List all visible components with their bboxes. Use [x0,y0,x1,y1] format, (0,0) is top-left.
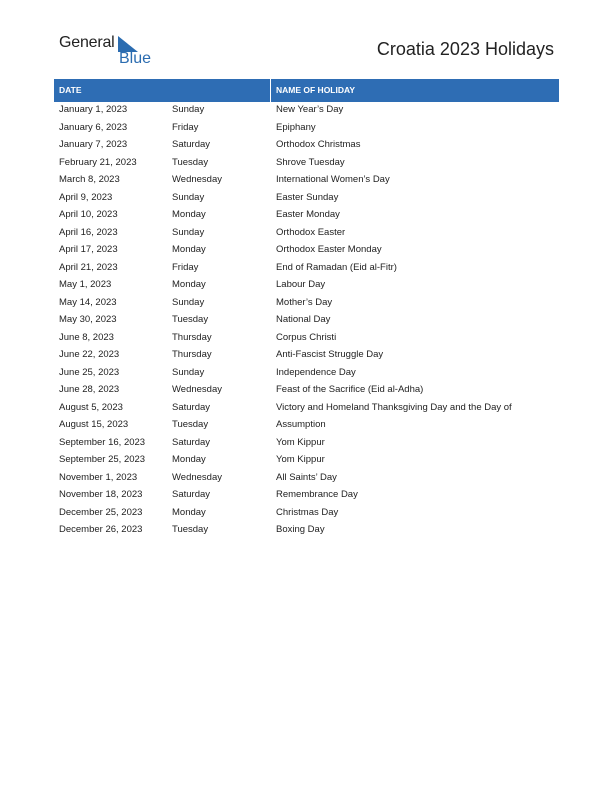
holiday-date: April 10, 2023 [59,209,118,220]
holiday-date: February 21, 2023 [59,156,137,168]
holiday-date: September 16, 2023 [59,436,146,448]
holiday-date: April 21, 2023 [59,261,118,273]
holiday-weekday: Sunday [172,104,205,115]
table-row [54,120,559,138]
holiday-name: Boxing Day [276,524,325,535]
holiday-name: Epiphany [276,121,316,133]
holiday-date: January 6, 2023 [59,121,128,133]
holiday-date: May 1, 2023 [59,279,112,290]
column-header-date: DATE [59,85,82,95]
holiday-name: National Day [276,314,331,325]
holiday-weekday: Monday [172,454,206,465]
holiday-weekday: Wednesday [172,471,222,483]
page-title: Croatia 2023 Holidays [376,39,554,59]
table-row [54,225,559,243]
holiday-name: Easter Monday [276,209,340,220]
holiday-date: May 30, 2023 [59,314,117,325]
holiday-name: End of Ramadan (Eid al-Fitr) [276,261,397,273]
holiday-weekday: Sunday [172,191,205,203]
holiday-name: Orthodox Easter Monday [276,244,382,255]
holiday-name: Remembrance Day [276,489,358,500]
holiday-date: December 26, 2023 [59,524,143,535]
holiday-weekday: Monday [172,209,206,220]
table-row [54,470,559,488]
holiday-weekday: Monday [172,244,206,255]
holiday-name: Mother’s Day [276,296,333,308]
holiday-date: June 28, 2023 [59,384,120,395]
table-row [54,137,559,155]
holiday-weekday: Friday [172,261,199,273]
holiday-date: December 25, 2023 [59,506,143,518]
table-row [54,417,559,435]
holiday-date: May 14, 2023 [59,296,117,308]
holiday-weekday: Saturday [172,401,211,413]
holiday-weekday: Saturday [172,489,211,500]
holiday-weekday: Tuesday [172,419,209,430]
table-row [54,312,559,330]
holiday-name: Victory and Homeland Thanksgiving Day and the Day of [276,401,512,413]
table-row [54,382,559,400]
holiday-weekday: Tuesday [172,314,209,325]
header-divider [270,79,271,102]
generalblue-logo [59,34,152,68]
table-header [54,79,559,102]
table-row [54,452,559,470]
holiday-name: Anti-Fascist Struggle Day [276,349,384,360]
holiday-weekday: Friday [172,121,199,133]
holiday-date: January 7, 2023 [59,139,128,150]
holiday-weekday: Thursday [172,331,212,343]
holiday-weekday: Monday [172,279,206,290]
holiday-name: Assumption [276,419,326,430]
holiday-weekday: Sunday [172,296,205,308]
table-row [54,435,559,453]
table-row [54,295,559,313]
holiday-date: April 16, 2023 [59,226,118,238]
holiday-date: November 18, 2023 [59,489,143,500]
holiday-date: June 22, 2023 [59,349,120,360]
holiday-name: Independence Day [276,366,356,378]
holiday-name: Labour Day [276,279,326,290]
holiday-name: All Saints’ Day [276,471,337,483]
column-header-holiday: NAME OF HOLIDAY [276,85,356,95]
table-row [54,330,559,348]
table-row [54,487,559,505]
holiday-date: June 8, 2023 [59,331,114,343]
table-row [54,365,559,383]
table-row [54,207,559,225]
holiday-date: August 15, 2023 [59,419,129,430]
table-row [54,400,559,418]
holiday-name: Orthodox Christmas [276,139,361,150]
table-row [54,155,559,173]
holiday-weekday: Tuesday [172,524,209,535]
holiday-weekday: Thursday [172,349,212,360]
holiday-date: January 1, 2023 [59,104,128,115]
holiday-date: March 8, 2023 [59,174,120,185]
holiday-name: Yom Kippur [276,436,325,448]
table-row [54,102,559,120]
holiday-weekday: Monday [172,506,206,518]
holiday-name: Corpus Christi [276,331,337,343]
holiday-date: April 9, 2023 [59,191,113,203]
table-row [54,277,559,295]
holiday-date: September 25, 2023 [59,454,146,465]
holiday-name: Feast of the Sacrifice (Eid al-Adha) [276,384,424,395]
table-row [54,505,559,523]
holiday-name: Yom Kippur [276,454,325,465]
holiday-name: Christmas Day [276,506,339,518]
table-row [54,172,559,190]
table-row [54,190,559,208]
holiday-name: Orthodox Easter [276,226,346,238]
table-row [54,242,559,260]
holiday-table-body [54,102,559,540]
table-row [54,522,559,540]
table-row [54,347,559,365]
holiday-weekday: Wednesday [172,384,222,395]
holiday-name: Easter Sunday [276,191,339,203]
holiday-weekday: Saturday [172,436,211,448]
holiday-date: November 1, 2023 [59,471,138,483]
table-row [54,260,559,278]
holiday-weekday: Sunday [172,226,205,238]
holiday-weekday: Tuesday [172,156,209,168]
logo-word-general: General [59,34,115,51]
holiday-name: New Year’s Day [276,104,344,115]
holiday-name: Shrove Tuesday [276,156,345,168]
holiday-weekday: Sunday [172,366,205,378]
holiday-date: April 17, 2023 [59,244,118,255]
holiday-name: International Women’s Day [276,174,390,185]
holiday-weekday: Saturday [172,139,211,150]
holiday-date: June 25, 2023 [59,366,120,378]
logo-word-blue: Blue [119,50,152,67]
holiday-date: August 5, 2023 [59,401,123,413]
holiday-weekday: Wednesday [172,174,222,185]
